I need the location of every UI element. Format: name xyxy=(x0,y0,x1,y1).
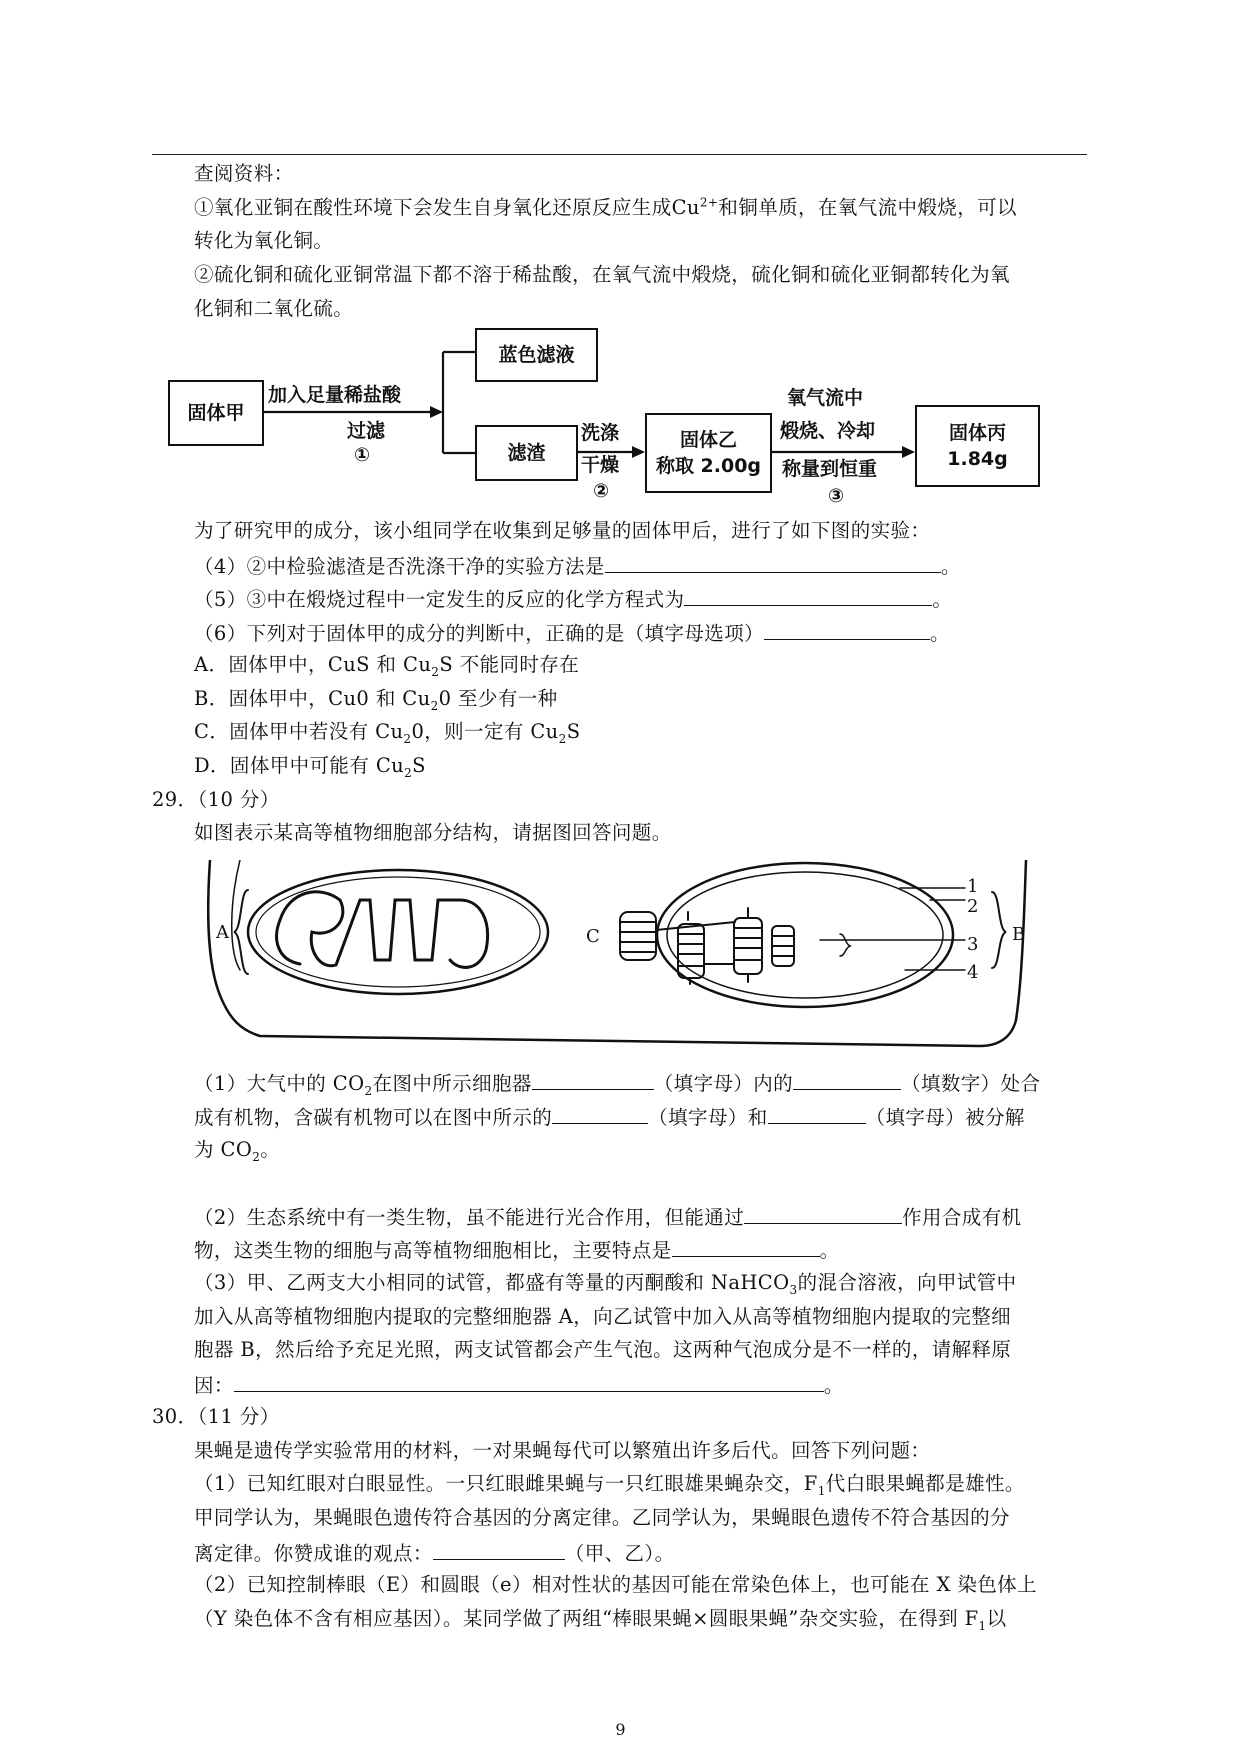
q29-intro: 如图表示某高等植物细胞部分结构，请据图回答问题。 xyxy=(194,821,672,844)
q29-part3-line3: 胞器 B，然后给予充足光照，两支试管都会产生气泡。这两种气泡成分是不一样的，请解释原 xyxy=(194,1338,1012,1361)
step1-number: ① xyxy=(354,444,371,466)
q30-intro: 果蝇是遗传学实验常用的材料，一对果蝇每代可以繁殖出许多后代。回答下列问题： xyxy=(194,1439,931,1462)
reference-item-1: ①氧化亚铜在酸性环境下会发生自身氧化还原反应生成$Cu^{2+}$和铜单质，在氧气流中煅烧，可以 xyxy=(194,195,1017,219)
answer-blank[interactable] xyxy=(744,1204,902,1224)
step3-line2: 煅烧、冷却 xyxy=(780,420,876,442)
q30-part2-line1: （2）已知控制棒眼（E）和圆眼（e）相对性状的基因可能在常染色体上，也可能在 X 染色体上 xyxy=(194,1573,1037,1596)
diagram-label-a: A xyxy=(216,922,229,943)
q29-part3-line2: 加入从高等植物细胞内提取的完整细胞器 A，向乙试管中加入从高等植物细胞内提取的完整细 xyxy=(194,1305,1012,1328)
step1-filter: 过滤 xyxy=(347,420,386,442)
solid-c-box: 固体丙 1.84g xyxy=(915,405,1040,487)
q30-part1-line1: （1）已知红眼对白眼显性。一只红眼雌果蝇与一只红眼雄果蝇杂交，$F_1$代白眼果蝇都是雄性。 xyxy=(194,1472,1025,1498)
option-c: C．固体甲中若没有 $Cu_20$，则一定有 $Cu_2S$ xyxy=(194,720,581,746)
reference-item-2-cont: 化铜和二氧化硫。 xyxy=(194,297,354,320)
solid-b-box: 固体乙 称取 2.00g xyxy=(645,413,772,493)
step3-line3: 称量到恒重 xyxy=(782,458,878,480)
q29-part2-line2: 物，这类生物的细胞与高等植物细胞相比，主要特点是 。 xyxy=(194,1239,840,1262)
q28-intro: 为了研究甲的成分，该小组同学在收集到足够量的固体甲后，进行了如下图的实验： xyxy=(194,519,931,542)
answer-blank[interactable] xyxy=(793,1070,901,1090)
answer-blank[interactable] xyxy=(764,620,930,640)
step3-line1: 氧气流中 xyxy=(787,387,864,409)
option-a: A．固体甲中，CuS 和 $Cu_2S$ 不能同时存在 xyxy=(194,653,580,679)
option-d: D．固体甲中可能有 $Cu_2S$ xyxy=(194,754,426,780)
reference-heading: 查阅资料： xyxy=(194,162,294,185)
reference-item-2: ②硫化铜和硫化亚铜常温下都不溶于稀盐酸，在氧气流中煅烧，硫化铜和硫化亚铜都转化为氧 xyxy=(194,263,1010,286)
blue-filtrate-box: 蓝色滤液 xyxy=(475,328,598,382)
answer-blank[interactable] xyxy=(433,1540,565,1560)
diagram-label-1: 1 xyxy=(967,876,979,897)
diagram-label-2: 2 xyxy=(967,896,979,917)
step2-wash: 洗涤 xyxy=(581,422,620,444)
q30-part1-line3: 离定律。你赞成谁的观点： （甲、乙）。 xyxy=(194,1542,675,1565)
q29-number: 29．（10 分） xyxy=(152,788,280,811)
diagram-label-c: C xyxy=(586,926,600,947)
answer-blank[interactable] xyxy=(552,1104,648,1124)
q29-part2-line1: （2）生态系统中有一类生物，虽不能进行光合作用，但能通过 作用合成有机 xyxy=(194,1206,1022,1229)
step1-reagent: 加入足量稀盐酸 xyxy=(268,384,402,406)
step2-number: ② xyxy=(593,480,610,502)
answer-blank[interactable] xyxy=(234,1372,824,1392)
answer-blank[interactable] xyxy=(532,1070,654,1090)
q29-part1-line2: 成有机物，含碳有机物可以在图中所示的 （填字母）和 （填字母）被分解 xyxy=(194,1106,1025,1129)
page-number: 9 xyxy=(615,1720,626,1739)
diagram-label-b: B xyxy=(1012,924,1026,945)
residue-box: 滤渣 xyxy=(475,425,578,481)
diagram-label-4: 4 xyxy=(967,962,979,983)
q29-part3-line1: （3）甲、乙两支大小相同的试管，都盛有等量的丙酮酸和 NaHCO$_3$的混合溶液，向甲试管中 xyxy=(194,1271,1017,1297)
q30-part2-line2: （Y 染色体不含有相应基因）。某同学做了两组“棒眼果蝇×圆眼果蝇”杂交实验，在得到 $F_1$以 xyxy=(194,1607,1007,1633)
q29-part1-line1: （1）大气中的 $CO_2$在图中所示细胞器 （填字母）内的 （填数字）处合 xyxy=(194,1072,1041,1098)
cell-diagram xyxy=(200,860,1080,1050)
step3-number: ③ xyxy=(828,485,845,507)
answer-blank[interactable] xyxy=(684,586,932,606)
q28-part4: （4）②中检验滤渣是否洗涤干净的实验方法是 。 xyxy=(194,555,961,578)
answer-blank[interactable] xyxy=(605,553,941,573)
q30-part1-line2: 甲同学认为，果蝇眼色遗传符合基因的分离定律。乙同学认为，果蝇眼色遗传不符合基因的分 xyxy=(194,1506,1010,1529)
q29-part1-line3: 为 $CO_2$。 xyxy=(194,1138,281,1164)
option-b: B．固体甲中，Cu0 和 $Cu_20$ 至少有一种 xyxy=(194,687,558,713)
diagram-label-3: 3 xyxy=(967,934,979,955)
q29-part3-line4: 因： 。 xyxy=(194,1374,844,1397)
q28-part6: （6）下列对于固体甲的成分的判断中，正确的是（填字母选项） 。 xyxy=(194,622,950,645)
answer-blank[interactable] xyxy=(672,1237,820,1257)
answer-blank[interactable] xyxy=(768,1104,866,1124)
q28-part5: （5）③中在煅烧过程中一定发生的反应的化学方程式为 。 xyxy=(194,588,953,611)
q30-number: 30．（11 分） xyxy=(152,1405,280,1428)
reference-item-1-cont: 转化为氧化铜。 xyxy=(194,229,334,252)
step2-dry: 干燥 xyxy=(581,454,620,476)
solid-a-box: 固体甲 xyxy=(168,380,264,446)
